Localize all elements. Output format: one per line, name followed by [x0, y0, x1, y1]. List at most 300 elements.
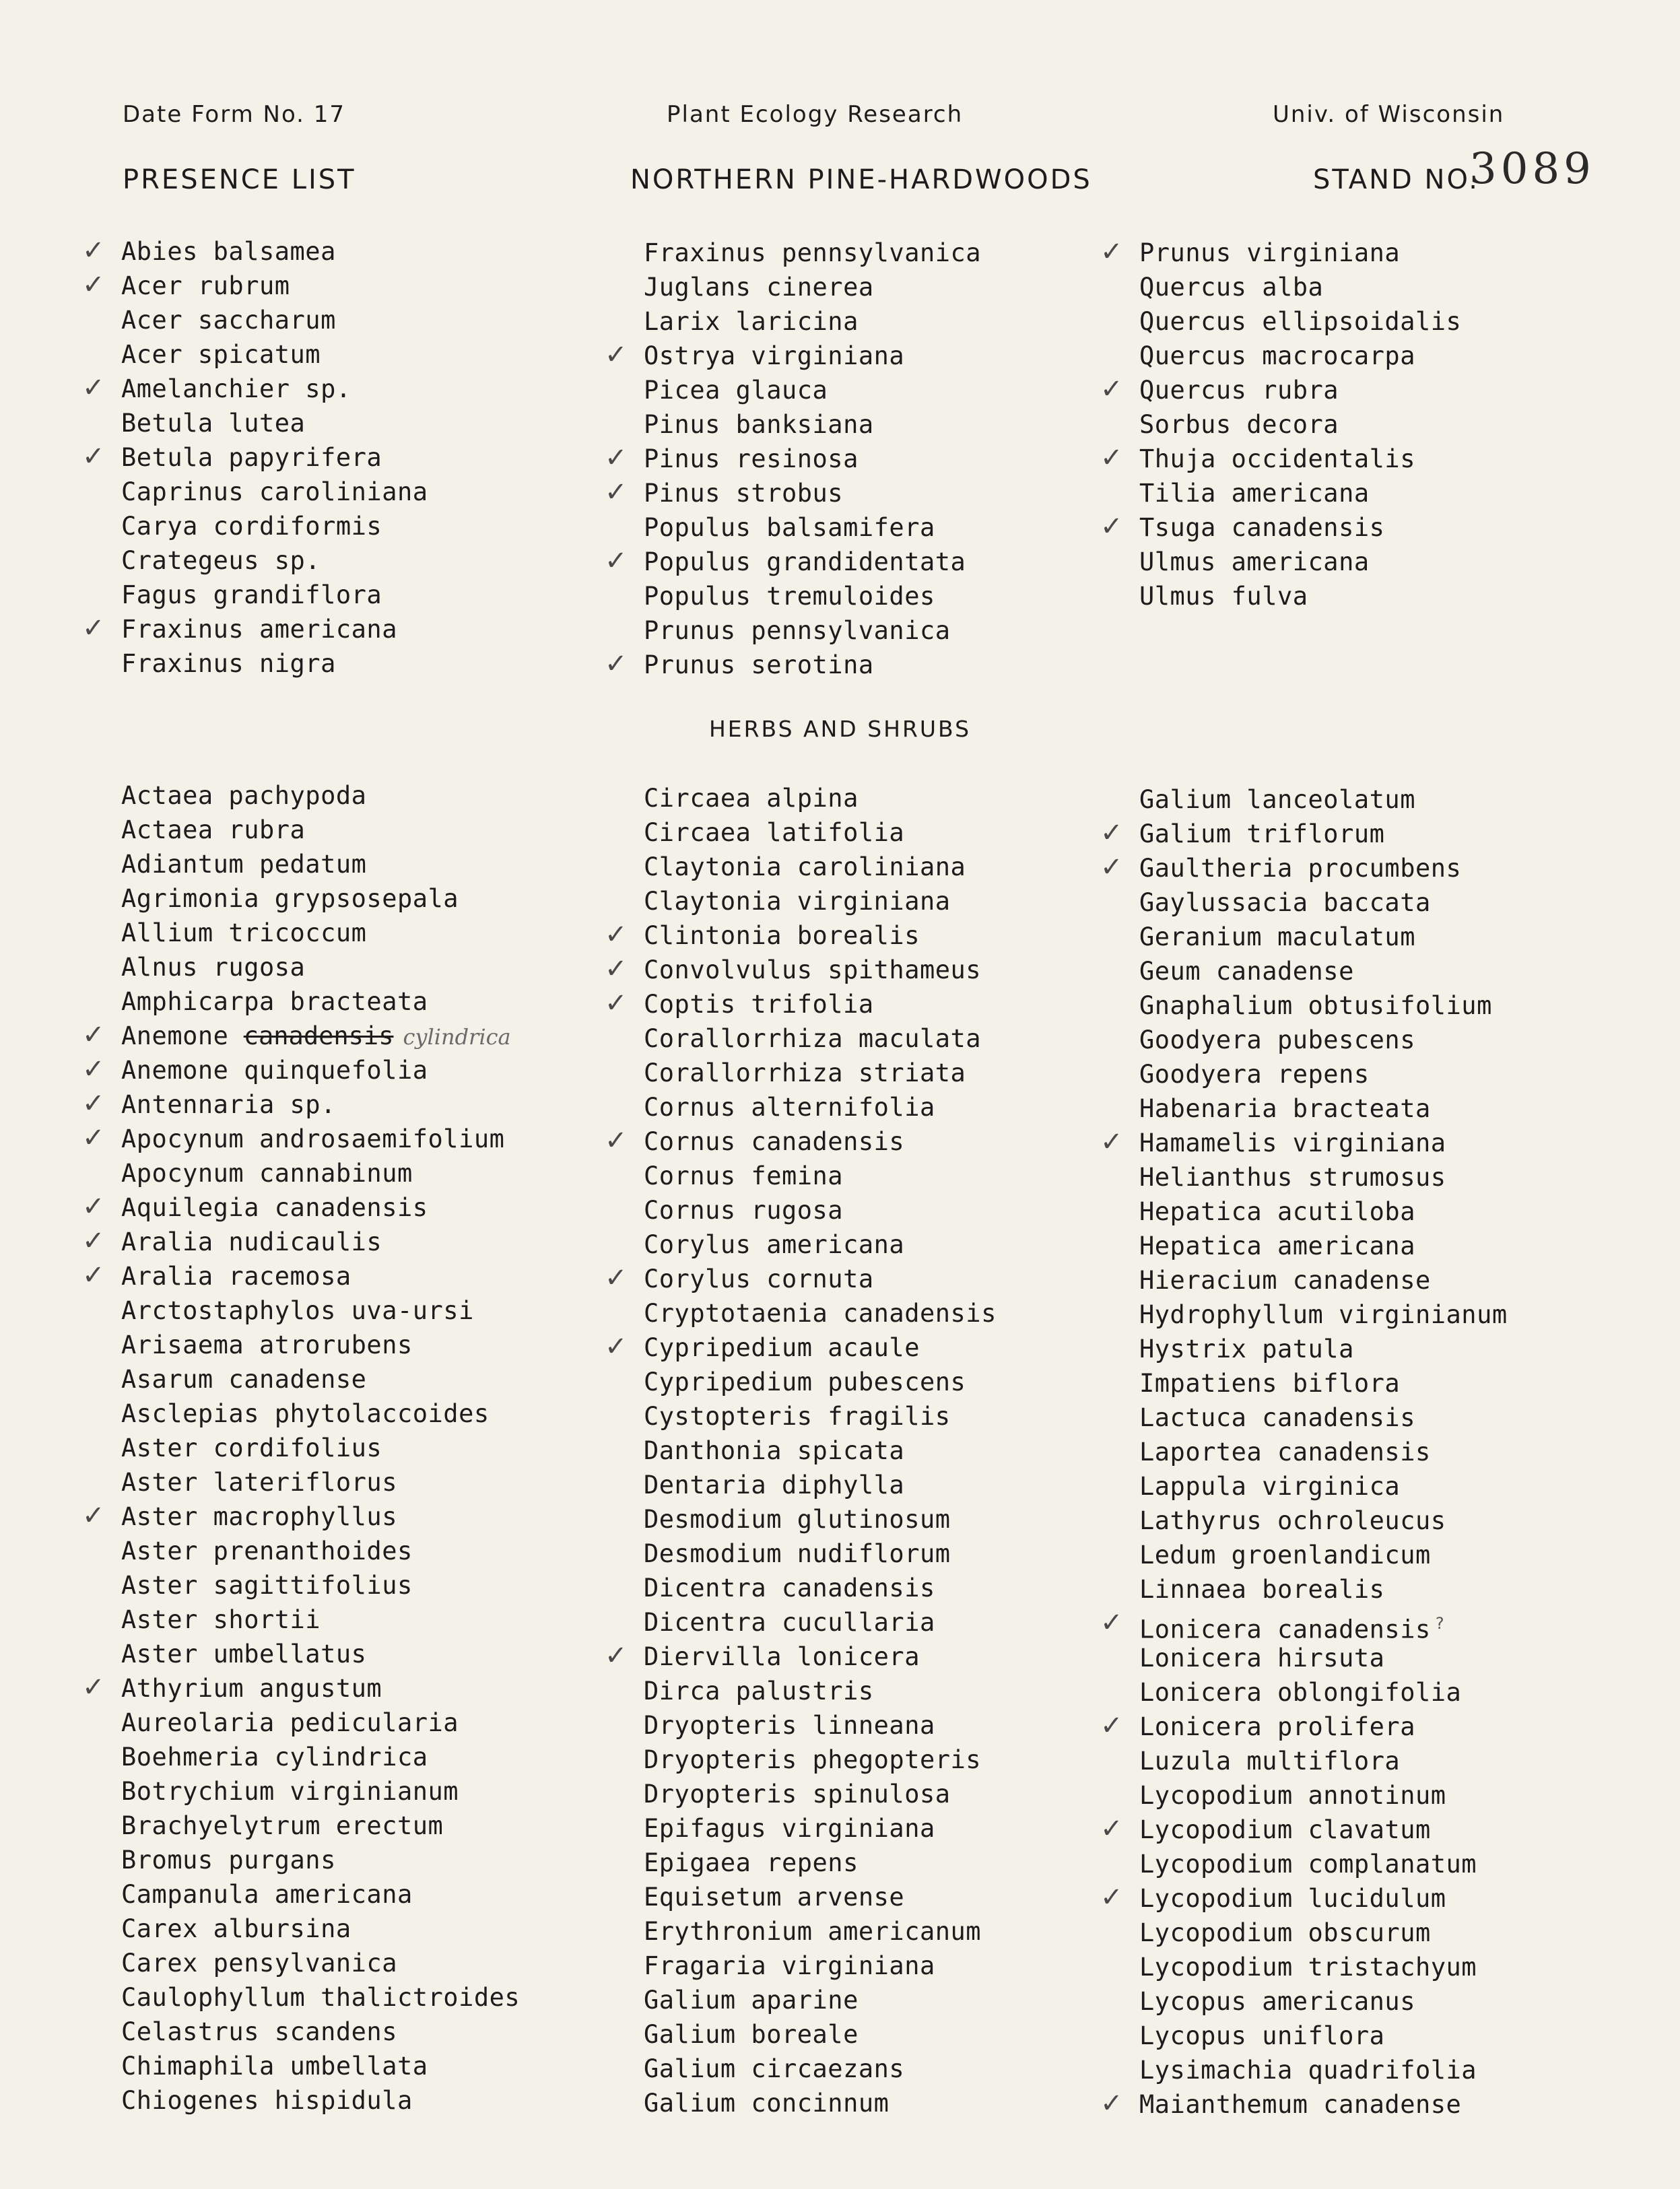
- species-row: [644, 1193, 997, 1227]
- species-name: Adiantum pedatum: [121, 850, 367, 879]
- species-name: Quercus macrocarpa: [1139, 341, 1415, 370]
- species-row: [1139, 1572, 1508, 1607]
- species-name: Lycopodium clavatum: [1139, 1815, 1431, 1844]
- species-row: [1139, 304, 1461, 339]
- species-name: Prunus virginiana: [1139, 238, 1401, 267]
- species-name: Dentaria diphylla: [644, 1471, 905, 1500]
- handwritten-check-icon: ✓: [82, 1260, 105, 1291]
- species-name: Claytonia virginiana: [644, 887, 951, 916]
- species-name: Corallorrhiza striata: [644, 1058, 966, 1087]
- species-name: Galium circaezans: [644, 2054, 905, 2083]
- species-name: Amphicarpa bracteata: [121, 987, 428, 1016]
- handwritten-check-icon: ✓: [605, 988, 628, 1019]
- species-row: [644, 2086, 997, 2120]
- species-name: Corallorrhiza maculata: [644, 1024, 982, 1053]
- species-row: [644, 2052, 997, 2086]
- species-name: Cypripedium pubescens: [644, 1368, 966, 1396]
- species-row: [1100, 1813, 1508, 1847]
- species-row: [644, 1674, 997, 1708]
- handwritten-check-icon: ✓: [605, 1262, 628, 1293]
- species-name: Aster prenanthoides: [121, 1537, 413, 1565]
- species-name: Abies balsamea: [121, 237, 336, 266]
- species-name: Clintonia borealis: [644, 921, 920, 950]
- species-row: [82, 1087, 520, 1122]
- species-row: [1139, 1675, 1508, 1710]
- handwritten-check-icon: ✓: [605, 442, 628, 473]
- species-row: [121, 881, 520, 916]
- species-row: [605, 339, 981, 373]
- species-name: Alnus rugosa: [121, 953, 306, 982]
- species-row: [82, 1225, 520, 1259]
- species-name: Fraxinus americana: [121, 615, 397, 644]
- species-row: [121, 543, 428, 578]
- species-row: [644, 1743, 997, 1777]
- species-row: [121, 1706, 520, 1740]
- species-name: Quercus alba: [1139, 273, 1324, 302]
- species-row: [644, 1434, 997, 1468]
- species-row: [644, 1468, 997, 1502]
- species-name: Cornus rugosa: [644, 1196, 844, 1225]
- species-name: Caulophyllum thalictroides: [121, 1983, 520, 2012]
- handwritten-check-icon: ✓: [1100, 1813, 1123, 1844]
- species-row: [121, 1568, 520, 1603]
- handwritten-check-icon: ✓: [1100, 1607, 1123, 1638]
- species-name: Apocynum cannabinum: [121, 1159, 413, 1188]
- species-name: Cornus femina: [644, 1161, 844, 1190]
- species-name: Aureolaria pedicularia: [121, 1708, 459, 1737]
- species-row: [1139, 885, 1508, 920]
- species-name: Acer spicatum: [121, 340, 321, 369]
- species-name: Cornus canadensis: [644, 1127, 905, 1156]
- species-name: Galium concinnum: [644, 2089, 889, 2118]
- handwritten-query-mark: ?: [1434, 1614, 1445, 1633]
- species-name: Lycopodium annotinum: [1139, 1781, 1446, 1810]
- species-name: Brachyelytrum erectum: [121, 1811, 444, 1840]
- species-name: Epigaea repens: [644, 1848, 859, 1877]
- species-row: [1139, 1023, 1508, 1057]
- species-row: [605, 476, 981, 510]
- species-name: Aralia racemosa: [121, 1262, 351, 1291]
- organization: Plant Ecology Research: [667, 101, 964, 128]
- species-row: [644, 2017, 997, 2052]
- species-row: [1139, 1950, 1508, 1984]
- species-name: Amelanchier sp.: [121, 374, 351, 403]
- species-name: Impatiens biflora: [1139, 1369, 1401, 1398]
- species-name: Aster macrophyllus: [121, 1502, 397, 1531]
- species-name: Carex albursina: [121, 1914, 351, 1943]
- species-row: [82, 1671, 520, 1706]
- species-row: [1139, 1366, 1508, 1401]
- species-name: Lycopodium lucidulum: [1139, 1884, 1446, 1913]
- species-row: [644, 1056, 997, 1090]
- handwritten-check-icon: ✓: [82, 613, 105, 644]
- list-title: PRESENCE LIST: [123, 164, 356, 195]
- species-name: Chiogenes hispidula: [121, 2086, 413, 2115]
- species-row: [644, 1949, 997, 1983]
- species-name: Campanula americana: [121, 1880, 413, 1909]
- species-row: [121, 1603, 520, 1637]
- species-row: [644, 815, 997, 850]
- struck-through-epithet: canadensis: [243, 1021, 394, 1050]
- species-row: [121, 337, 428, 372]
- species-name: Dryopteris linneana: [644, 1711, 935, 1740]
- species-row: [1139, 2019, 1508, 2053]
- stand-number-handwritten: 3089: [1469, 144, 1595, 194]
- species-row: [644, 781, 997, 815]
- species-row: [644, 270, 981, 304]
- species-name: Lappula virginica: [1139, 1472, 1401, 1501]
- species-name: Claytonia caroliniana: [644, 852, 966, 881]
- species-row: [605, 1331, 997, 1365]
- species-row: [1139, 1469, 1508, 1504]
- species-name: Ulmus americana: [1139, 547, 1370, 576]
- species-row: [605, 545, 981, 579]
- species-name: Lathyrus ochroleucus: [1139, 1506, 1446, 1535]
- species-row: [82, 1122, 520, 1156]
- species-name: Equisetum arvense: [644, 1883, 905, 1912]
- species-name: Desmodium glutinosum: [644, 1505, 951, 1534]
- stand-label: STAND NO.: [1313, 164, 1480, 195]
- species-row: [82, 1019, 520, 1053]
- species-row: [1139, 920, 1508, 954]
- species-name: Aster lateriflorus: [121, 1468, 397, 1497]
- species-row: [121, 984, 520, 1019]
- species-row: [644, 1571, 997, 1605]
- handwritten-check-icon: ✓: [82, 1019, 105, 1050]
- species-name: Galium aparine: [644, 1986, 859, 2015]
- species-name: Geum canadense: [1139, 957, 1354, 986]
- species-name: Lonicera hirsuta: [1139, 1644, 1385, 1673]
- species-name: Pinus banksiana: [644, 410, 874, 439]
- species-name: Linnaea borealis: [1139, 1575, 1385, 1604]
- species-row: [644, 1983, 997, 2017]
- herb-column-2: [605, 781, 997, 2120]
- species-name: Actaea pachypoda: [121, 781, 367, 810]
- species-name: Thuja occidentalis: [1139, 444, 1415, 473]
- handwritten-check-icon: ✓: [1100, 2088, 1123, 2119]
- species-row: [644, 1914, 997, 1949]
- handwritten-check-icon: ✓: [605, 919, 628, 950]
- species-row: [605, 918, 997, 953]
- species-name: Fragaria virginiana: [644, 1951, 935, 1980]
- handwritten-check-icon: ✓: [605, 953, 628, 984]
- species-row: [1100, 1126, 1508, 1160]
- species-row: [1100, 851, 1508, 885]
- species-row: [1139, 988, 1508, 1023]
- community-title: NORTHERN PINE-HARDWOODS: [630, 164, 1092, 195]
- handwritten-check-icon: ✓: [605, 477, 628, 508]
- species-name: Hamamelis virginiana: [1139, 1129, 1446, 1157]
- handwritten-check-icon: ✓: [82, 1122, 105, 1153]
- species-row: [1139, 1504, 1508, 1538]
- handwritten-check-icon: ✓: [1100, 1710, 1123, 1741]
- species-row: [121, 1293, 520, 1328]
- species-row: [121, 406, 428, 440]
- species-row: [82, 440, 428, 475]
- species-name: Quercus ellipsoidalis: [1139, 307, 1462, 336]
- species-name: Epifagus virginiana: [644, 1814, 935, 1843]
- species-name: Acer rubrum: [121, 271, 290, 300]
- species-row: [1139, 1332, 1508, 1366]
- handwritten-note: cylindrica: [403, 1024, 511, 1050]
- species-row: [1100, 236, 1461, 270]
- handwritten-check-icon: ✓: [605, 545, 628, 576]
- species-row: [121, 1912, 520, 1946]
- species-name: Fagus grandiflora: [121, 580, 382, 609]
- species-name: Agrimonia grypsosepala: [121, 884, 459, 913]
- species-name: Ledum groenlandicum: [1139, 1541, 1431, 1570]
- species-row: [121, 1774, 520, 1809]
- species-name: Carya cordiformis: [121, 512, 382, 541]
- species-row: [121, 1843, 520, 1877]
- species-row: [121, 475, 428, 509]
- species-name: Lonicera canadensis: [1139, 1615, 1431, 1644]
- species-row: [121, 1877, 520, 1912]
- species-name: Hystrix patula: [1139, 1335, 1354, 1363]
- handwritten-check-icon: ✓: [605, 1331, 628, 1362]
- species-row: [82, 234, 428, 269]
- species-row: [605, 1640, 997, 1674]
- species-name: Tsuga canadensis: [1139, 513, 1385, 542]
- handwritten-check-icon: ✓: [1100, 511, 1123, 542]
- species-row: [121, 1396, 520, 1431]
- species-name: Picea glauca: [644, 376, 828, 405]
- species-row: [121, 2015, 520, 2049]
- species-row: [121, 950, 520, 984]
- species-row: [644, 1296, 997, 1331]
- species-row: [644, 1399, 997, 1434]
- species-row: [1139, 407, 1461, 442]
- species-row: [121, 1740, 520, 1774]
- species-name: Antennaria sp.: [121, 1090, 336, 1119]
- species-name: Goodyera repens: [1139, 1060, 1370, 1089]
- handwritten-check-icon: ✓: [1100, 236, 1123, 267]
- handwritten-check-icon: ✓: [1100, 374, 1123, 405]
- species-name: Cypripedium acaule: [644, 1333, 920, 1362]
- species-row: [644, 1365, 997, 1399]
- species-row: [1139, 1401, 1508, 1435]
- species-row: [1139, 1916, 1508, 1950]
- species-name: Juglans cinerea: [644, 273, 874, 302]
- species-name: Cystopteris fragilis: [644, 1402, 951, 1431]
- species-name: Helianthus strumosus: [1139, 1163, 1446, 1192]
- species-name: Habenaria bracteata: [1139, 1094, 1431, 1123]
- species-name: Galium triflorum: [1139, 819, 1385, 848]
- species-row: [121, 1156, 520, 1190]
- handwritten-check-icon: ✓: [82, 1191, 105, 1222]
- species-row: [644, 1159, 997, 1193]
- species-row: [121, 646, 428, 681]
- species-name: Asclepias phytolaccoides: [121, 1399, 490, 1428]
- species-row: [121, 1809, 520, 1843]
- species-name: Circaea alpina: [644, 784, 859, 813]
- handwritten-check-icon: ✓: [82, 235, 105, 266]
- species-row: [82, 372, 428, 406]
- species-row: [644, 1227, 997, 1262]
- handwritten-check-icon: ✓: [1100, 817, 1123, 848]
- species-row: [644, 1880, 997, 1914]
- species-name: Arisaema atrorubens: [121, 1331, 413, 1359]
- species-row: [1139, 782, 1508, 817]
- species-name: Dryopteris spinulosa: [644, 1780, 951, 1809]
- species-name: Dicentra cucullaria: [644, 1608, 935, 1637]
- species-name: Ostrya virginiana: [644, 341, 905, 370]
- species-name: Aster sagittifolius: [121, 1571, 413, 1600]
- species-row: [82, 1190, 520, 1225]
- species-name: Aster cordifolius: [121, 1434, 382, 1462]
- species-row: [644, 884, 997, 918]
- species-name: Coptis trifolia: [644, 990, 874, 1019]
- species-row: [644, 1846, 997, 1880]
- species-row: [121, 1534, 520, 1568]
- species-name: Goodyera pubescens: [1139, 1025, 1415, 1054]
- species-name: Carex pensylvanica: [121, 1949, 397, 1978]
- species-row: [644, 1090, 997, 1124]
- handwritten-check-icon: ✓: [605, 339, 628, 370]
- species-name: Larix laricina: [644, 307, 859, 336]
- species-row: [644, 1021, 997, 1056]
- species-name: Crategeus sp.: [121, 546, 321, 575]
- species-name: Acer saccharum: [121, 306, 336, 335]
- handwritten-check-icon: ✓: [82, 1088, 105, 1119]
- species-row: [644, 510, 981, 545]
- species-name: Hieracium canadense: [1139, 1266, 1431, 1295]
- species-name: Pinus resinosa: [644, 444, 859, 473]
- species-row: [121, 509, 428, 543]
- species-name: Anemone quinquefolia: [121, 1056, 428, 1085]
- species-row: [1100, 510, 1461, 545]
- species-row: [121, 813, 520, 847]
- species-row: [644, 1502, 997, 1537]
- species-row: [644, 1811, 997, 1846]
- species-name: Aster umbellatus: [121, 1640, 367, 1669]
- species-name: Bromus purgans: [121, 1846, 336, 1875]
- species-row: [1100, 817, 1508, 851]
- species-name: Hepatica americana: [1139, 1232, 1415, 1260]
- species-name: Lysimachia quadrifolia: [1139, 2056, 1477, 2085]
- species-name: Actaea rubra: [121, 815, 306, 844]
- species-row: [644, 236, 981, 270]
- species-name: Sorbus decora: [1139, 410, 1339, 439]
- species-row: [121, 1362, 520, 1396]
- species-name: Lycopodium complanatum: [1139, 1850, 1477, 1879]
- handwritten-check-icon: ✓: [82, 269, 105, 300]
- tree-column-1: [82, 234, 428, 681]
- species-row: [1139, 579, 1461, 613]
- species-row: [605, 953, 997, 987]
- form-number: Date Form No. 17: [123, 101, 346, 128]
- species-row: [644, 579, 981, 613]
- species-row: [82, 1259, 520, 1293]
- species-name: Cornus alternifolia: [644, 1093, 935, 1122]
- species-row: [1139, 545, 1461, 579]
- species-name: Gnaphalium obtusifolium: [1139, 991, 1492, 1020]
- species-row: [121, 2049, 520, 2083]
- species-row: [1139, 1263, 1508, 1298]
- species-row: [605, 442, 981, 476]
- species-name: Boehmeria cylindrica: [121, 1743, 428, 1772]
- species-name: Convolvulus spithameus: [644, 955, 982, 984]
- species-name: Diervilla lonicera: [644, 1642, 920, 1671]
- species-row: [121, 1637, 520, 1671]
- species-name: Populus balsamifera: [644, 513, 935, 542]
- handwritten-check-icon: ✓: [1100, 852, 1123, 883]
- tree-column-2: [605, 236, 982, 682]
- species-name: Asarum canadense: [121, 1365, 367, 1394]
- species-name: Chimaphila umbellata: [121, 2052, 428, 2081]
- species-name: Dirca palustris: [644, 1677, 874, 1706]
- species-name: Caprinus caroliniana: [121, 477, 428, 506]
- species-name: Lactuca canadensis: [1139, 1403, 1415, 1432]
- species-name: Galium boreale: [644, 2020, 859, 2049]
- handwritten-check-icon: ✓: [605, 1125, 628, 1156]
- species-name: Aster shortii: [121, 1605, 321, 1634]
- species-name: Lycopodium tristachyum: [1139, 1953, 1477, 1982]
- species-row: [1139, 339, 1461, 373]
- species-row: [644, 407, 981, 442]
- species-name: Betula lutea: [121, 409, 306, 438]
- species-row: [1139, 1160, 1508, 1194]
- university: Univ. of Wisconsin: [1273, 101, 1505, 128]
- species-name: Lycopus americanus: [1139, 1987, 1415, 2016]
- species-row: [644, 613, 981, 648]
- species-row: [121, 1465, 520, 1500]
- species-row: [644, 373, 981, 407]
- species-name: Cryptotaenia canadensis: [644, 1299, 997, 1328]
- species-name: Geranium maculatum: [1139, 922, 1415, 951]
- handwritten-check-icon: ✓: [1100, 442, 1123, 473]
- tree-column-3: [1100, 236, 1462, 613]
- species-name: Dicentra canadensis: [644, 1574, 935, 1603]
- species-row: [644, 1605, 997, 1640]
- species-name: Danthonia spicata: [644, 1436, 905, 1465]
- species-row: [1139, 270, 1461, 304]
- species-row: [605, 987, 997, 1021]
- handwritten-check-icon: ✓: [82, 1054, 105, 1085]
- species-row: [1100, 373, 1461, 407]
- species-row: [121, 847, 520, 881]
- species-name: Galium lanceolatum: [1139, 785, 1415, 814]
- species-row: [1139, 476, 1461, 510]
- species-row: [1100, 1881, 1508, 1916]
- species-name: Corylus americana: [644, 1230, 905, 1259]
- handwritten-check-icon: ✓: [82, 1225, 105, 1256]
- species-row: [121, 2083, 520, 2118]
- species-row: [1100, 2087, 1508, 2122]
- species-name: Hydrophyllum virginianum: [1139, 1300, 1508, 1329]
- species-row: [1139, 1057, 1508, 1091]
- species-row: [1139, 1641, 1508, 1675]
- handwritten-check-icon: ✓: [82, 372, 105, 403]
- species-name: Prunus pennsylvanica: [644, 616, 951, 645]
- herb-column-3: [1100, 782, 1508, 2122]
- species-name: Lycopodium obscurum: [1139, 1918, 1431, 1947]
- species-name: Fraxinus pennsylvanica: [644, 238, 982, 267]
- species-row: [82, 269, 428, 303]
- species-name: Aralia nudicaulis: [121, 1227, 382, 1256]
- species-name: Gaultheria procumbens: [1139, 854, 1462, 883]
- species-row: [82, 1053, 520, 1087]
- species-row: [605, 648, 981, 682]
- species-row: [82, 612, 428, 646]
- species-row: [121, 1328, 520, 1362]
- species-row: [121, 916, 520, 950]
- species-name: Ulmus fulva: [1139, 582, 1308, 611]
- species-name: Quercus rubra: [1139, 376, 1339, 405]
- species-row: [1100, 442, 1461, 476]
- species-name: Corylus cornuta: [644, 1265, 874, 1293]
- species-name: Desmodium nudiflorum: [644, 1539, 951, 1568]
